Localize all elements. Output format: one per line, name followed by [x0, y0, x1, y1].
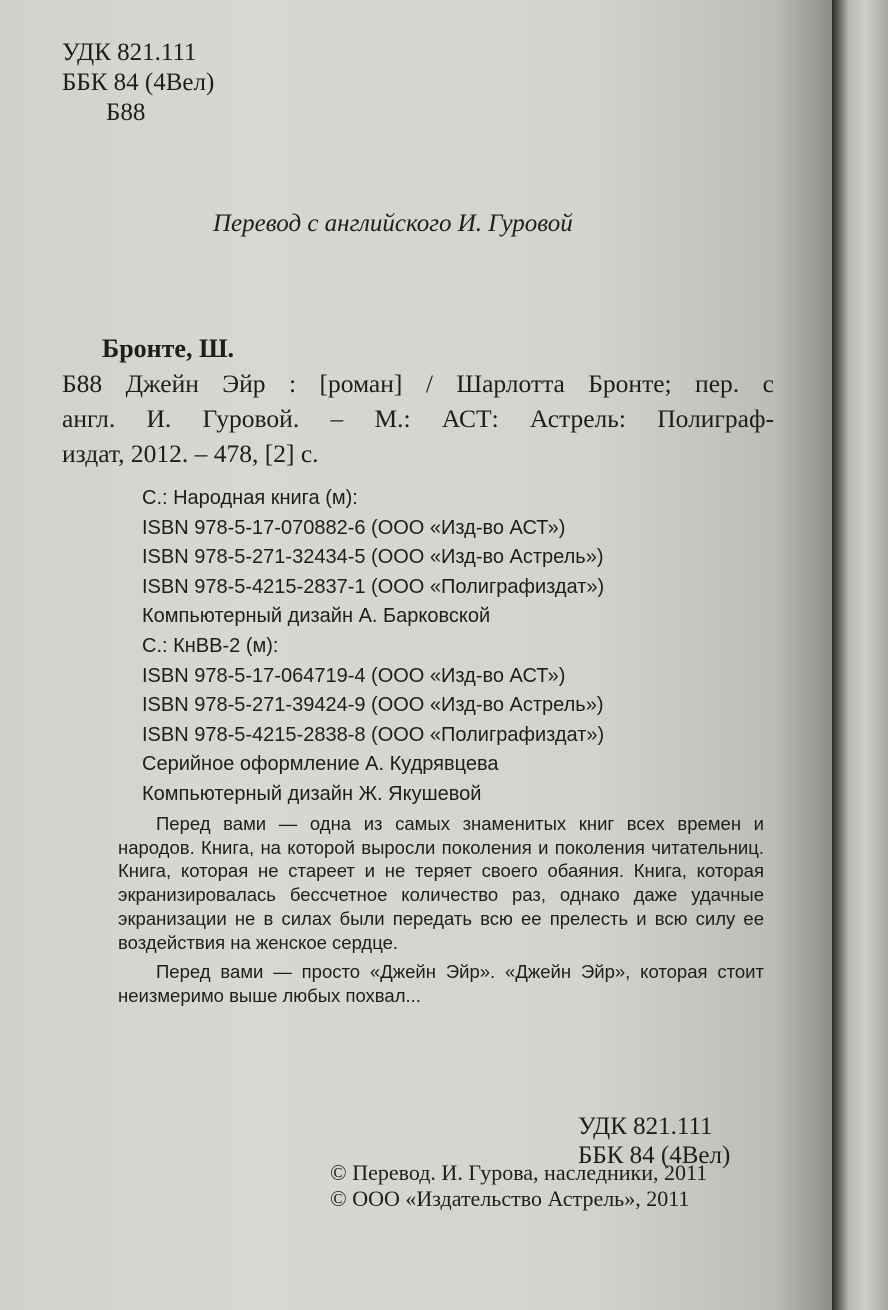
- biblio-word: Шарлотта: [456, 369, 565, 398]
- isbn-line: ISBN 978-5-17-070882-6 (ООО «Изд-во АСТ»): [142, 516, 566, 539]
- biblio-word: И.: [146, 404, 172, 433]
- udk-code: УДК 821.111: [578, 1113, 713, 1140]
- isbn-line: ISBN 978-5-4215-2838-8 (ООО «Полиграфиздат»): [142, 723, 605, 746]
- biblio-word: /: [425, 369, 433, 398]
- biblio-line-3: издат, 2012. – 478, [2] с.: [62, 439, 319, 468]
- biblio-mark: Б88: [62, 369, 103, 398]
- translator-note: Перевод с английского И. Гуровой: [213, 210, 573, 237]
- bbk-code: ББК 84 (4Вел): [62, 69, 215, 96]
- biblio-word: Эйр: [222, 369, 266, 398]
- biblio-word: [роман]: [319, 369, 403, 398]
- biblio-word: пер.: [695, 369, 740, 398]
- biblio-word: англ.: [62, 404, 116, 433]
- biblio-word: Астрель:: [529, 404, 626, 433]
- biblio-word: Гуровой.: [202, 404, 300, 433]
- author-mark: Б88: [106, 99, 146, 126]
- bbk-code: ББК 84 (4Вел): [578, 1142, 731, 1169]
- author-heading: Бронте, Ш.: [102, 334, 234, 363]
- biblio-word: :: [288, 369, 297, 398]
- bibliographic-record: [62, 366, 774, 471]
- biblio-word: с: [762, 369, 774, 398]
- biblio-line-2: [62, 401, 774, 436]
- udk-code: УДК 821.111: [62, 39, 197, 66]
- biblio-word: Джейн: [125, 369, 199, 398]
- isbn-list: [142, 484, 604, 810]
- copyright-line: © Перевод. И. Гурова, наследники, 2011: [330, 1160, 708, 1185]
- biblio-word: Бронте;: [588, 369, 672, 398]
- biblio-line-1: [62, 366, 774, 401]
- biblio-word: Полиграф-: [657, 404, 774, 433]
- biblio-word: –: [330, 404, 344, 433]
- isbn-line: ISBN 978-5-17-064719-4 (ООО «Изд-во АСТ»): [142, 664, 566, 687]
- design-credit: Компьютерный дизайн Ж. Якушевой: [142, 782, 482, 805]
- isbn-line: ISBN 978-5-271-39424-9 (ООО «Изд-во Астрель»): [142, 694, 604, 717]
- annotation: [118, 812, 764, 1008]
- biblio-word: АСТ:: [441, 404, 499, 433]
- classification-block: [62, 38, 214, 128]
- series-label: С.: Народная книга (м):: [142, 487, 358, 509]
- copyright-block: [330, 1160, 707, 1212]
- design-credit: Компьютерный дизайн А. Барковской: [142, 605, 491, 628]
- series-label: С.: КнВВ-2 (м):: [142, 634, 279, 657]
- isbn-line: ISBN 978-5-271-32434-5 (ООО «Изд-во Астрель»): [142, 546, 604, 569]
- annotation-paragraph: Перед вами — одна из самых знаменитых книг всех времен и народов. Книга, на которой выросли поколения и поколения читательниц. Книга, которая не стареет и не теряет своего обаяния. Книга, которая экранизировалась бессчетное количество раз, однако даже удачные экранизации не в силах были передать всю ее прелесть и всю силу ее воздействия на женское сердце.: [118, 813, 764, 953]
- isbn-line: ISBN 978-5-4215-2837-1 (ООО «Полиграфиздат»): [142, 575, 605, 598]
- annotation-paragraph: Перед вами — просто «Джейн Эйр». «Джейн Эйр», которая стоит неизмеримо выше любых похвал...: [118, 961, 764, 1006]
- design-credit: Серийное оформление А. Кудрявцева: [142, 753, 499, 776]
- biblio-word: М.:: [374, 404, 411, 433]
- copyright-line: © ООО «Издательство Астрель», 2011: [330, 1186, 690, 1211]
- next-page-edge: [832, 0, 888, 1310]
